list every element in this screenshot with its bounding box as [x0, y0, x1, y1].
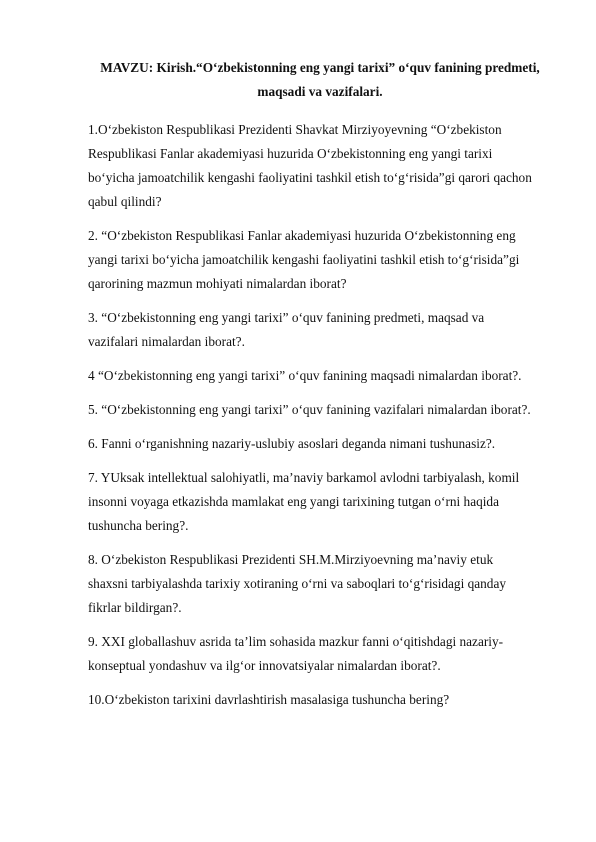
question-item-7	[88, 466, 568, 538]
question-line: 10.O‘zbekiston tarixini davrlashtirish masalasiga tushuncha bering?	[88, 692, 450, 707]
question-item-10	[88, 688, 568, 712]
question-line: 3. “O‘zbekistonning eng yangi tarixi” o‘quv fanining predmeti, maqsad va	[88, 310, 485, 325]
question-line: tushuncha bering?.	[88, 518, 189, 533]
page-title	[80, 56, 560, 104]
question-item-5	[88, 398, 568, 422]
question-line: yangi tarixi bo‘yicha jamoatchilik kengashi faoliyatini tashkil etish to‘g‘risida”gi	[88, 252, 520, 267]
question-line: 8. O‘zbekiston Respublikasi Prezidenti SH.M.Mirziyoevning ma’naviy etuk	[88, 552, 494, 567]
question-item-6	[88, 432, 568, 456]
title-line: maqsadi va vazifalari.	[257, 84, 383, 99]
question-line: Respublikasi Fanlar akademiyasi huzurida O‘zbekistonning eng yangi tarixi	[88, 146, 493, 161]
question-line: insonni voyaga etkazishda mamlakat eng yangi tarixining tutgan o‘rni haqida	[88, 494, 499, 509]
question-item-1	[88, 118, 568, 214]
question-line: 2. “O‘zbekiston Respublikasi Fanlar akademiyasi huzurida O‘zbekistonning eng	[88, 228, 516, 243]
question-line: shaxsni tarbiyalashda tarixiy xotiraning o‘rni va saboqlari to‘g‘risidagi qanday	[88, 576, 507, 591]
question-line: konseptual yondashuv va ilg‘or innovatsiyalar nimalardan iborat?.	[88, 658, 441, 673]
question-item-8	[88, 548, 568, 620]
question-item-2	[88, 224, 568, 296]
question-line: 6. Fanni o‘rganishning nazariy-uslubiy asoslari deganda nimani tushunasiz?.	[88, 436, 496, 451]
question-list	[88, 118, 568, 712]
question-line: qarorining mazmun mohiyati nimalardan iborat?	[88, 276, 347, 291]
question-line: bo‘yicha jamoatchilik kengashi faoliyatini tashkil etish to‘g‘risida”gi qarori qachon	[88, 170, 532, 185]
question-line: 1.O‘zbekiston Respublikasi Prezidenti Shavkat Mirziyoyevning “O‘zbekiston	[88, 122, 502, 137]
question-line: qabul qilindi?	[88, 194, 162, 209]
question-line: 4 “O‘zbekistonning eng yangi tarixi” o‘quv fanining maqsadi nimalardan iborat?.	[88, 368, 522, 383]
title-line: MAVZU: Kirish.“O‘zbekistonning eng yangi tarixi” o‘quv fanining predmeti,	[100, 60, 540, 75]
question-item-9	[88, 630, 568, 678]
question-line: 5. “O‘zbekistonning eng yangi tarixi” o‘quv fanining vazifalari nimalardan iborat?.	[88, 402, 531, 417]
question-line: vazifalari nimalardan iborat?.	[88, 334, 245, 349]
question-item-4	[88, 364, 568, 388]
question-line: fikrlar bildirgan?.	[88, 600, 182, 615]
question-item-3	[88, 306, 568, 354]
question-line: 7. YUksak intellektual salohiyatli, ma’naviy barkamol avlodni tarbiyalash, komil	[88, 470, 520, 485]
question-line: 9. XXI globallashuv asrida ta’lim sohasida mazkur fanni o‘qitishdagi nazariy-	[88, 634, 504, 649]
